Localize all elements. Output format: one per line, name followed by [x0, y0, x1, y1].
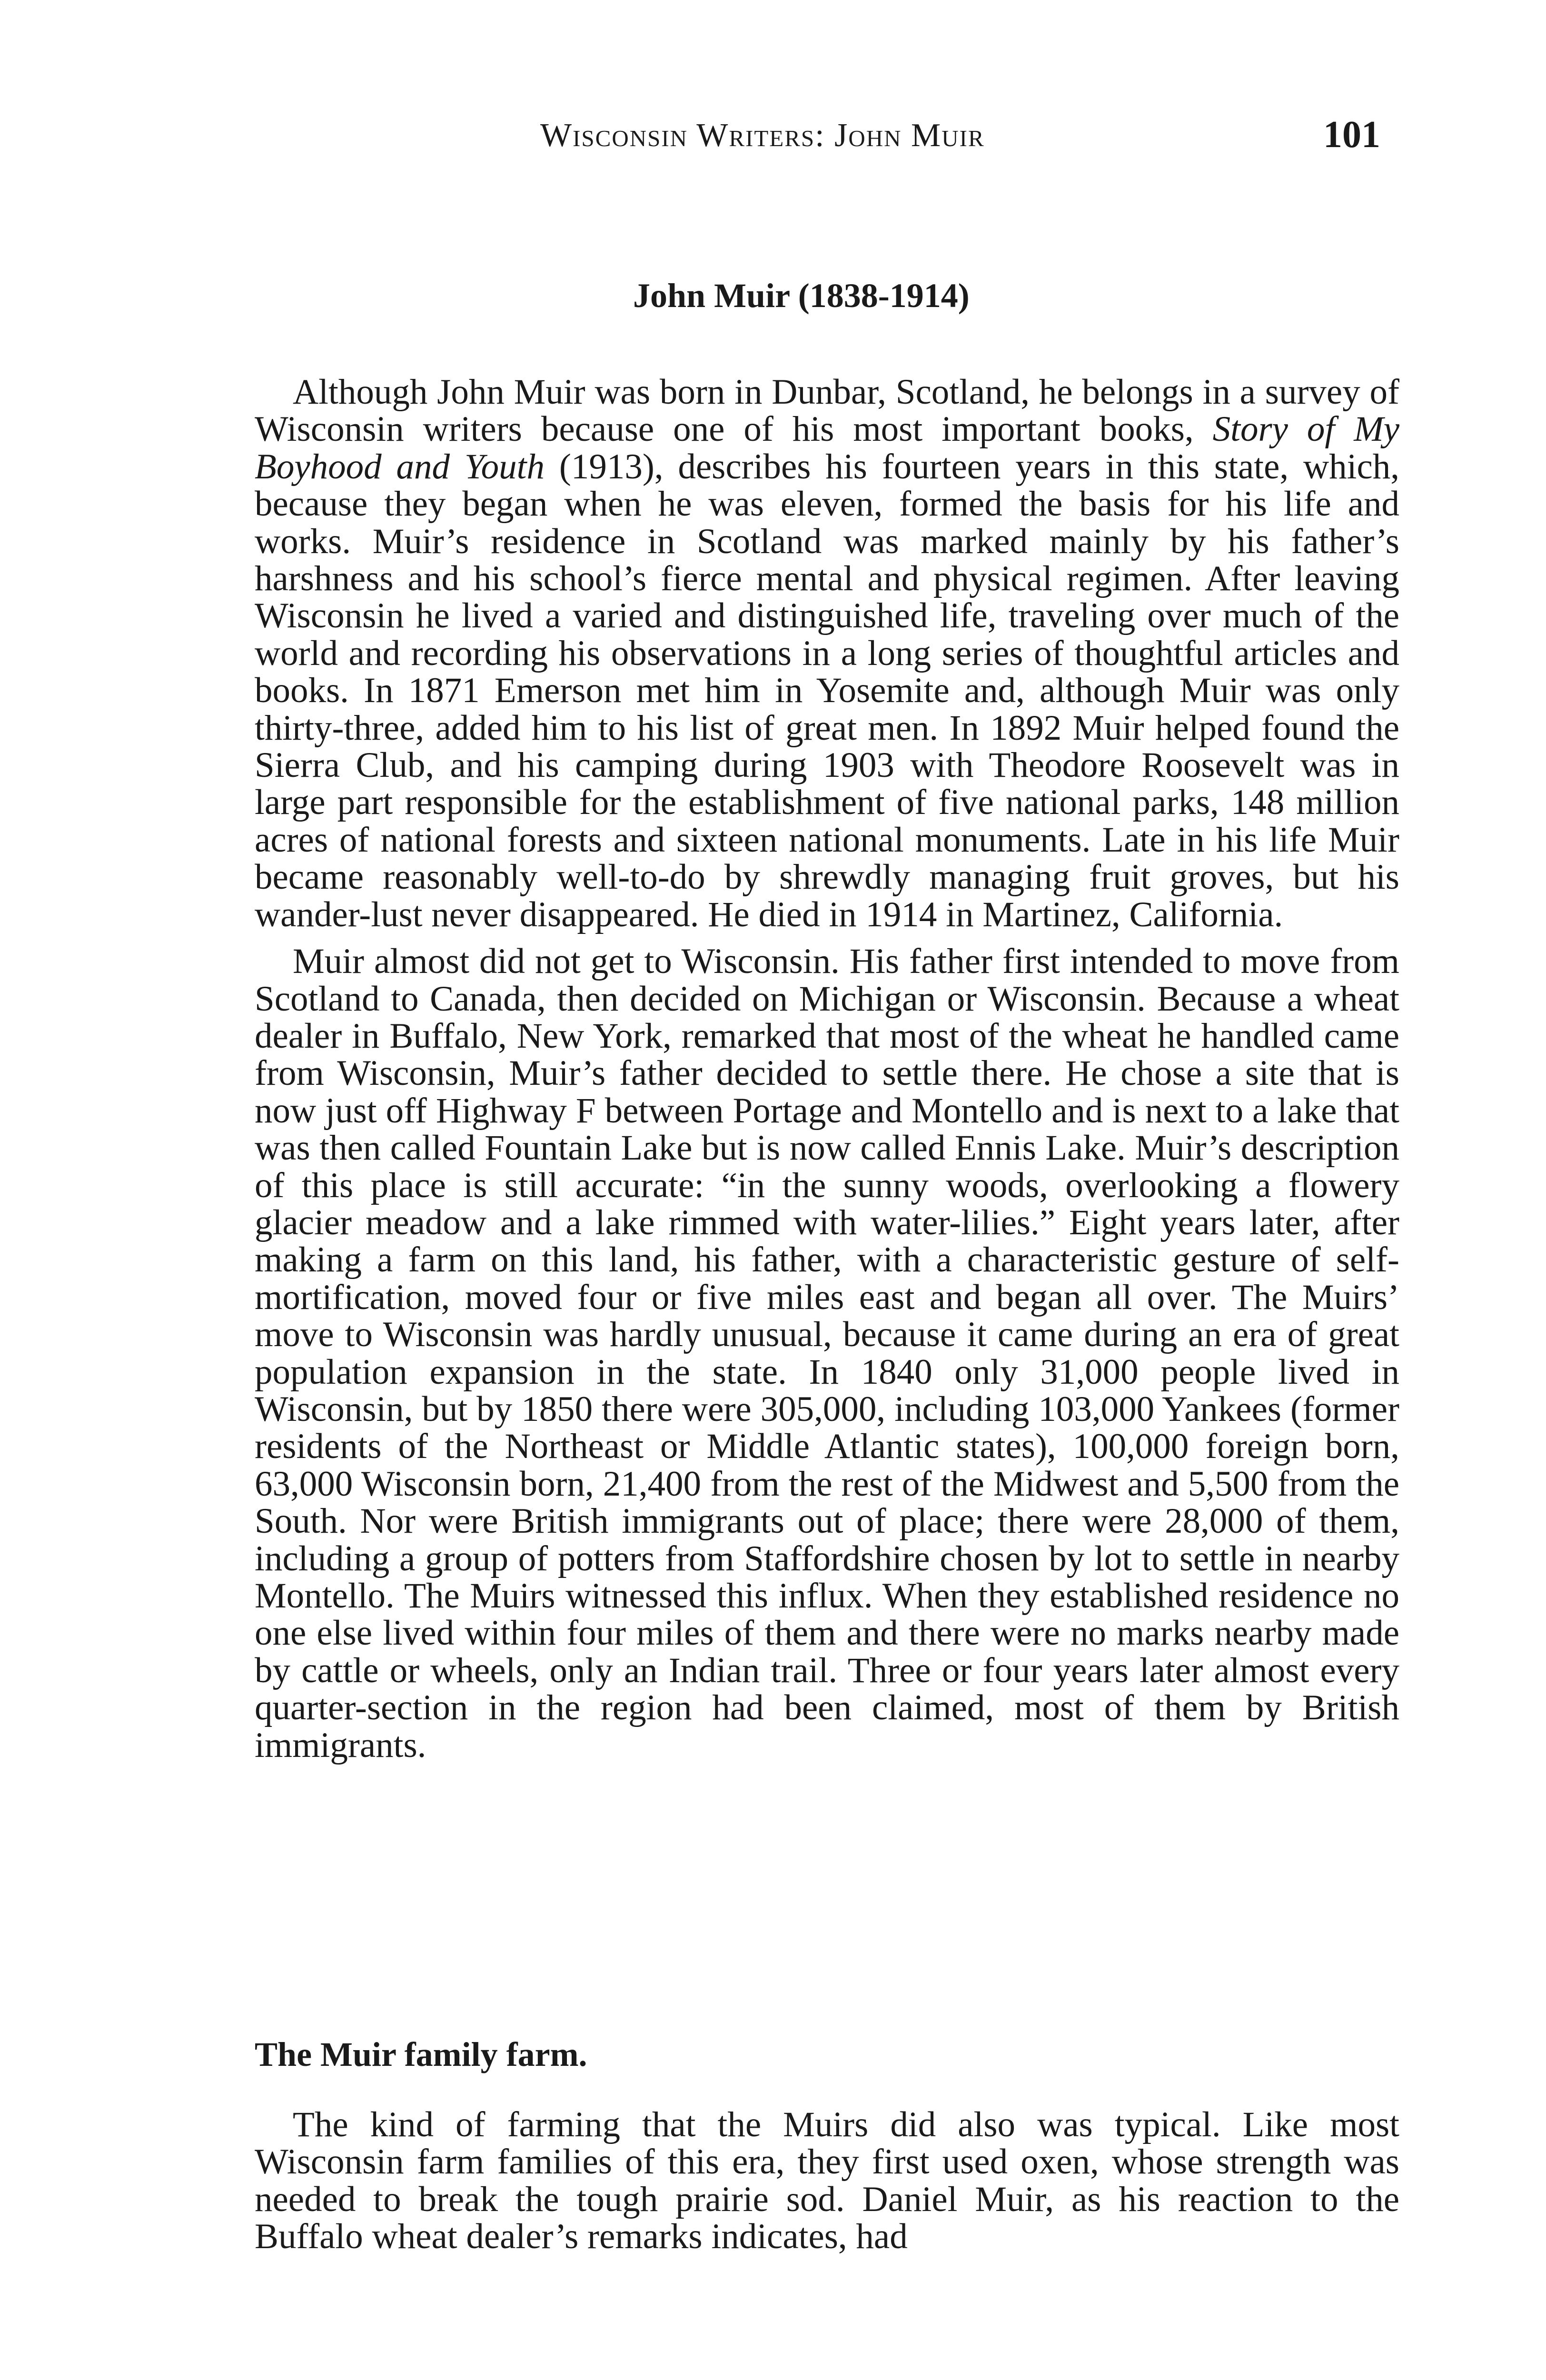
- paragraph-settlement: Muir almost did not get to Wisconsin. His father first intended to move from Scotland to Canada, then decided on Michigan or Wisconsin. Because a wheat dealer in Buffalo, New York, remarked that most of the wheat he handled came from Wisconsin, Muir’s father decided to settle there. He chose a site that is now just off Highway F between Portage and Montello and is next to a lake that was then called Fountain Lake but is now called Ennis Lake. Muir’s description of this place is still accurate: “in the sunny woods, overlooking a flowery glacier meadow and a lake rimmed with water-lilies.” Eight years later, after making a farm on this land, his father, with a characteristic gesture of self-mortification, moved four or five miles east and began all over. The Muirs’ move to Wisconsin was hardly unusual, because it came during an era of great population expansion in the state. In 1840 only 31,000 people lived in Wisconsin, but by 1850 there were 305,000, including 103,000 Yankees (former residents of the Northeast or Middle Atlantic states), 100,000 foreign born, 63,000 Wisconsin born, 21,400 from the rest of the Midwest and 5,500 from the South. Nor were British immigrants out of place; there were 28,000 of them, including a group of potters from Staffordshire chosen by lot to settle in nearby Montello. The Muirs witnessed this influx. When they established residence no one else lived within four miles of them and there were no marks nearby made by cattle or wheels, only an Indian trail. Three or four years later almost every quarter-section in the region had been claimed, most of them by British immigrants.: [255, 942, 1399, 1765]
- paragraph-biography-rest: (1913), describes his fourteen years in this state, which, because they began when he was eleven, formed the basis for his life and works. Muir’s residence in Scotland was marked mainly by his father’s harshness and his school’s fierce mental and physical regimen. After leaving Wisconsin he lived a varied and distinguished life, traveling over much of the world and recording his observations in a long series of thoughtful articles and books. In 1871 Emerson met him in Yosemite and, although Muir was only thirty-three, added him to his list of great men. In 1892 Muir helped found the Sierra Club, and his camping during 1903 with Theodore Roosevelt was in large part responsible for the establishment of five national parks, 148 million acres of national forests and sixteen national monuments. Late in his life Muir became reasonably well-to-do by shrewdly managing fruit groves, but his wander-lust never disappeared. He died in 1914 in Martinez, California.: [255, 446, 1400, 934]
- paragraph-biography: [255, 374, 1399, 933]
- paragraph-farm: The kind of farming that the Muirs did also was typical. Like most Wisconsin farm families of this era, they first used oxen, whose strength was needed to break the tough prairie sod. Daniel Muir, as his reaction to the Buffalo wheat dealer’s remarks indicates, had: [255, 2105, 1399, 2257]
- chapter-title: John Muir (1838-1914): [633, 277, 970, 315]
- page-number: 101: [1323, 114, 1380, 156]
- paragraph-biography-lead: Although John Muir was born in Dunbar, Scotland, he belongs in a survey of Wisconsin writers because one of his most important books,: [255, 372, 1399, 449]
- intro-text-block: [255, 374, 1399, 1764]
- farm-text-block: [255, 2106, 1399, 2256]
- section-heading: The Muir family farm.: [255, 2035, 587, 2073]
- book-title: Story of My Boyhood and Youth: [255, 409, 1399, 486]
- running-head: Wisconsin Writers: John Muir: [540, 117, 985, 154]
